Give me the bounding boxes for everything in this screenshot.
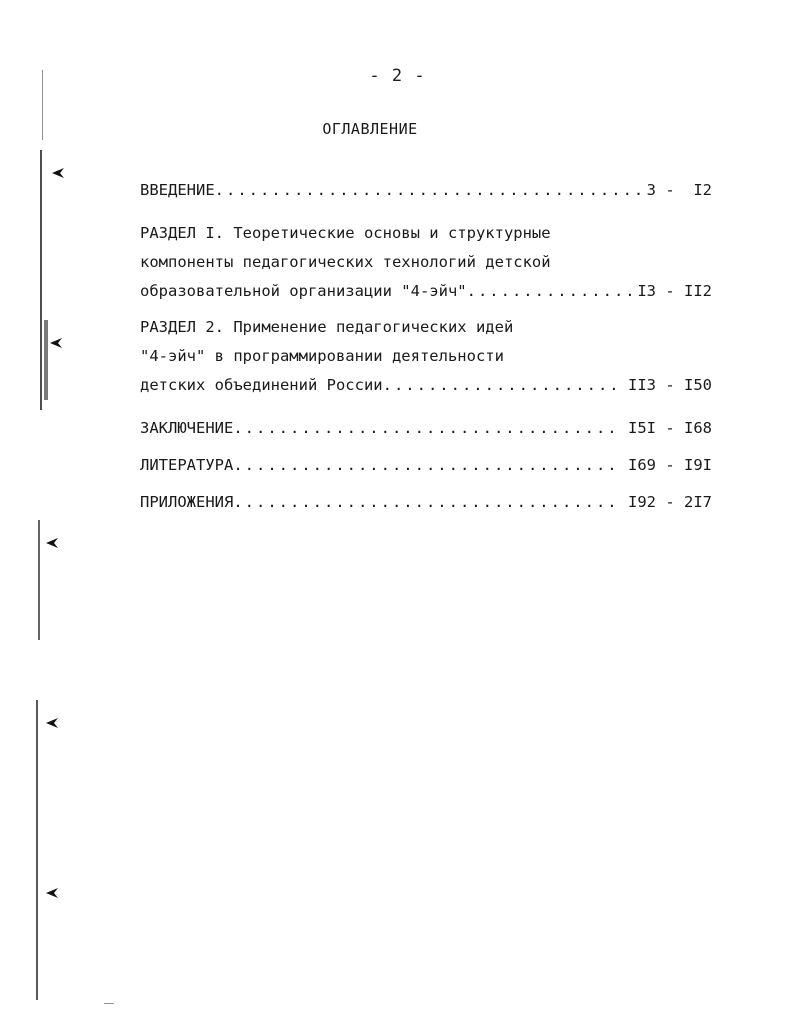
dot-leader [383, 371, 622, 400]
toc-entry-pages: I5I - I68 [628, 419, 712, 437]
toc-entry-line [140, 313, 712, 342]
dot-leader [233, 451, 622, 480]
dot-leader [467, 277, 632, 306]
dot-leader [215, 176, 641, 205]
dot-leader [233, 414, 622, 443]
toc-entry-row [140, 371, 712, 400]
binding-arrow-icon [50, 336, 64, 350]
toc-entry-row [140, 488, 712, 517]
toc-entry-title-continued: образовательной организации "4-эйч" [140, 282, 467, 300]
toc-entry-pages: I92 - 2I7 [628, 493, 712, 511]
toc-entry-title: РАЗДЕЛ 2. Применение педагогических идей [140, 318, 514, 336]
toc-entry-title: ПРИЛОЖЕНИЯ [140, 493, 234, 511]
binding-arrow-icon [46, 536, 60, 550]
toc-entry-pages: I3 - II2 [637, 282, 712, 300]
toc-entry-line [140, 219, 712, 248]
binding-arrow-icon [52, 166, 66, 180]
toc-entry-title-continued: "4-эйч" в программировании деятельности [140, 347, 504, 365]
toc-entry-row [140, 176, 712, 205]
page-title: ОГЛАВЛЕНИЕ [322, 120, 418, 138]
toc-entry-title-continued: компоненты педагогических технологий детской [140, 253, 551, 271]
table-of-contents [140, 176, 712, 517]
toc-entry-pages: 3 - I2 [646, 181, 712, 199]
toc-entry-pages: I69 - I9I [628, 456, 712, 474]
toc-entry-title: ЛИТЕРАТУРА [140, 456, 234, 474]
dot-leader [233, 488, 622, 517]
binding-arrow-icon [46, 716, 60, 730]
toc-entry-title: РАЗДЕЛ I. Теоретические основы и структурные [140, 224, 551, 242]
toc-entry-section-1 [140, 219, 712, 306]
toc-entry-row [140, 451, 712, 480]
toc-entry-introduction [140, 176, 712, 205]
toc-entry-title: ВВЕДЕНИЕ [140, 181, 215, 199]
toc-entry-conclusion [140, 414, 712, 443]
toc-entry-pages: II3 - I50 [628, 376, 712, 394]
toc-entry-title-continued: детских объединений России [140, 376, 383, 394]
toc-entry-line [140, 248, 712, 277]
toc-entry-title: ЗАКЛЮЧЕНИЕ [140, 419, 234, 437]
page-number: - 2 - [369, 66, 426, 86]
toc-entry-section-2 [140, 313, 712, 400]
toc-entry-line [140, 342, 712, 371]
toc-entry-row [140, 277, 712, 306]
toc-entry-appendices [140, 488, 712, 517]
binding-arrow-icon [46, 886, 60, 900]
toc-entry-literature [140, 451, 712, 480]
toc-entry-row [140, 414, 712, 443]
